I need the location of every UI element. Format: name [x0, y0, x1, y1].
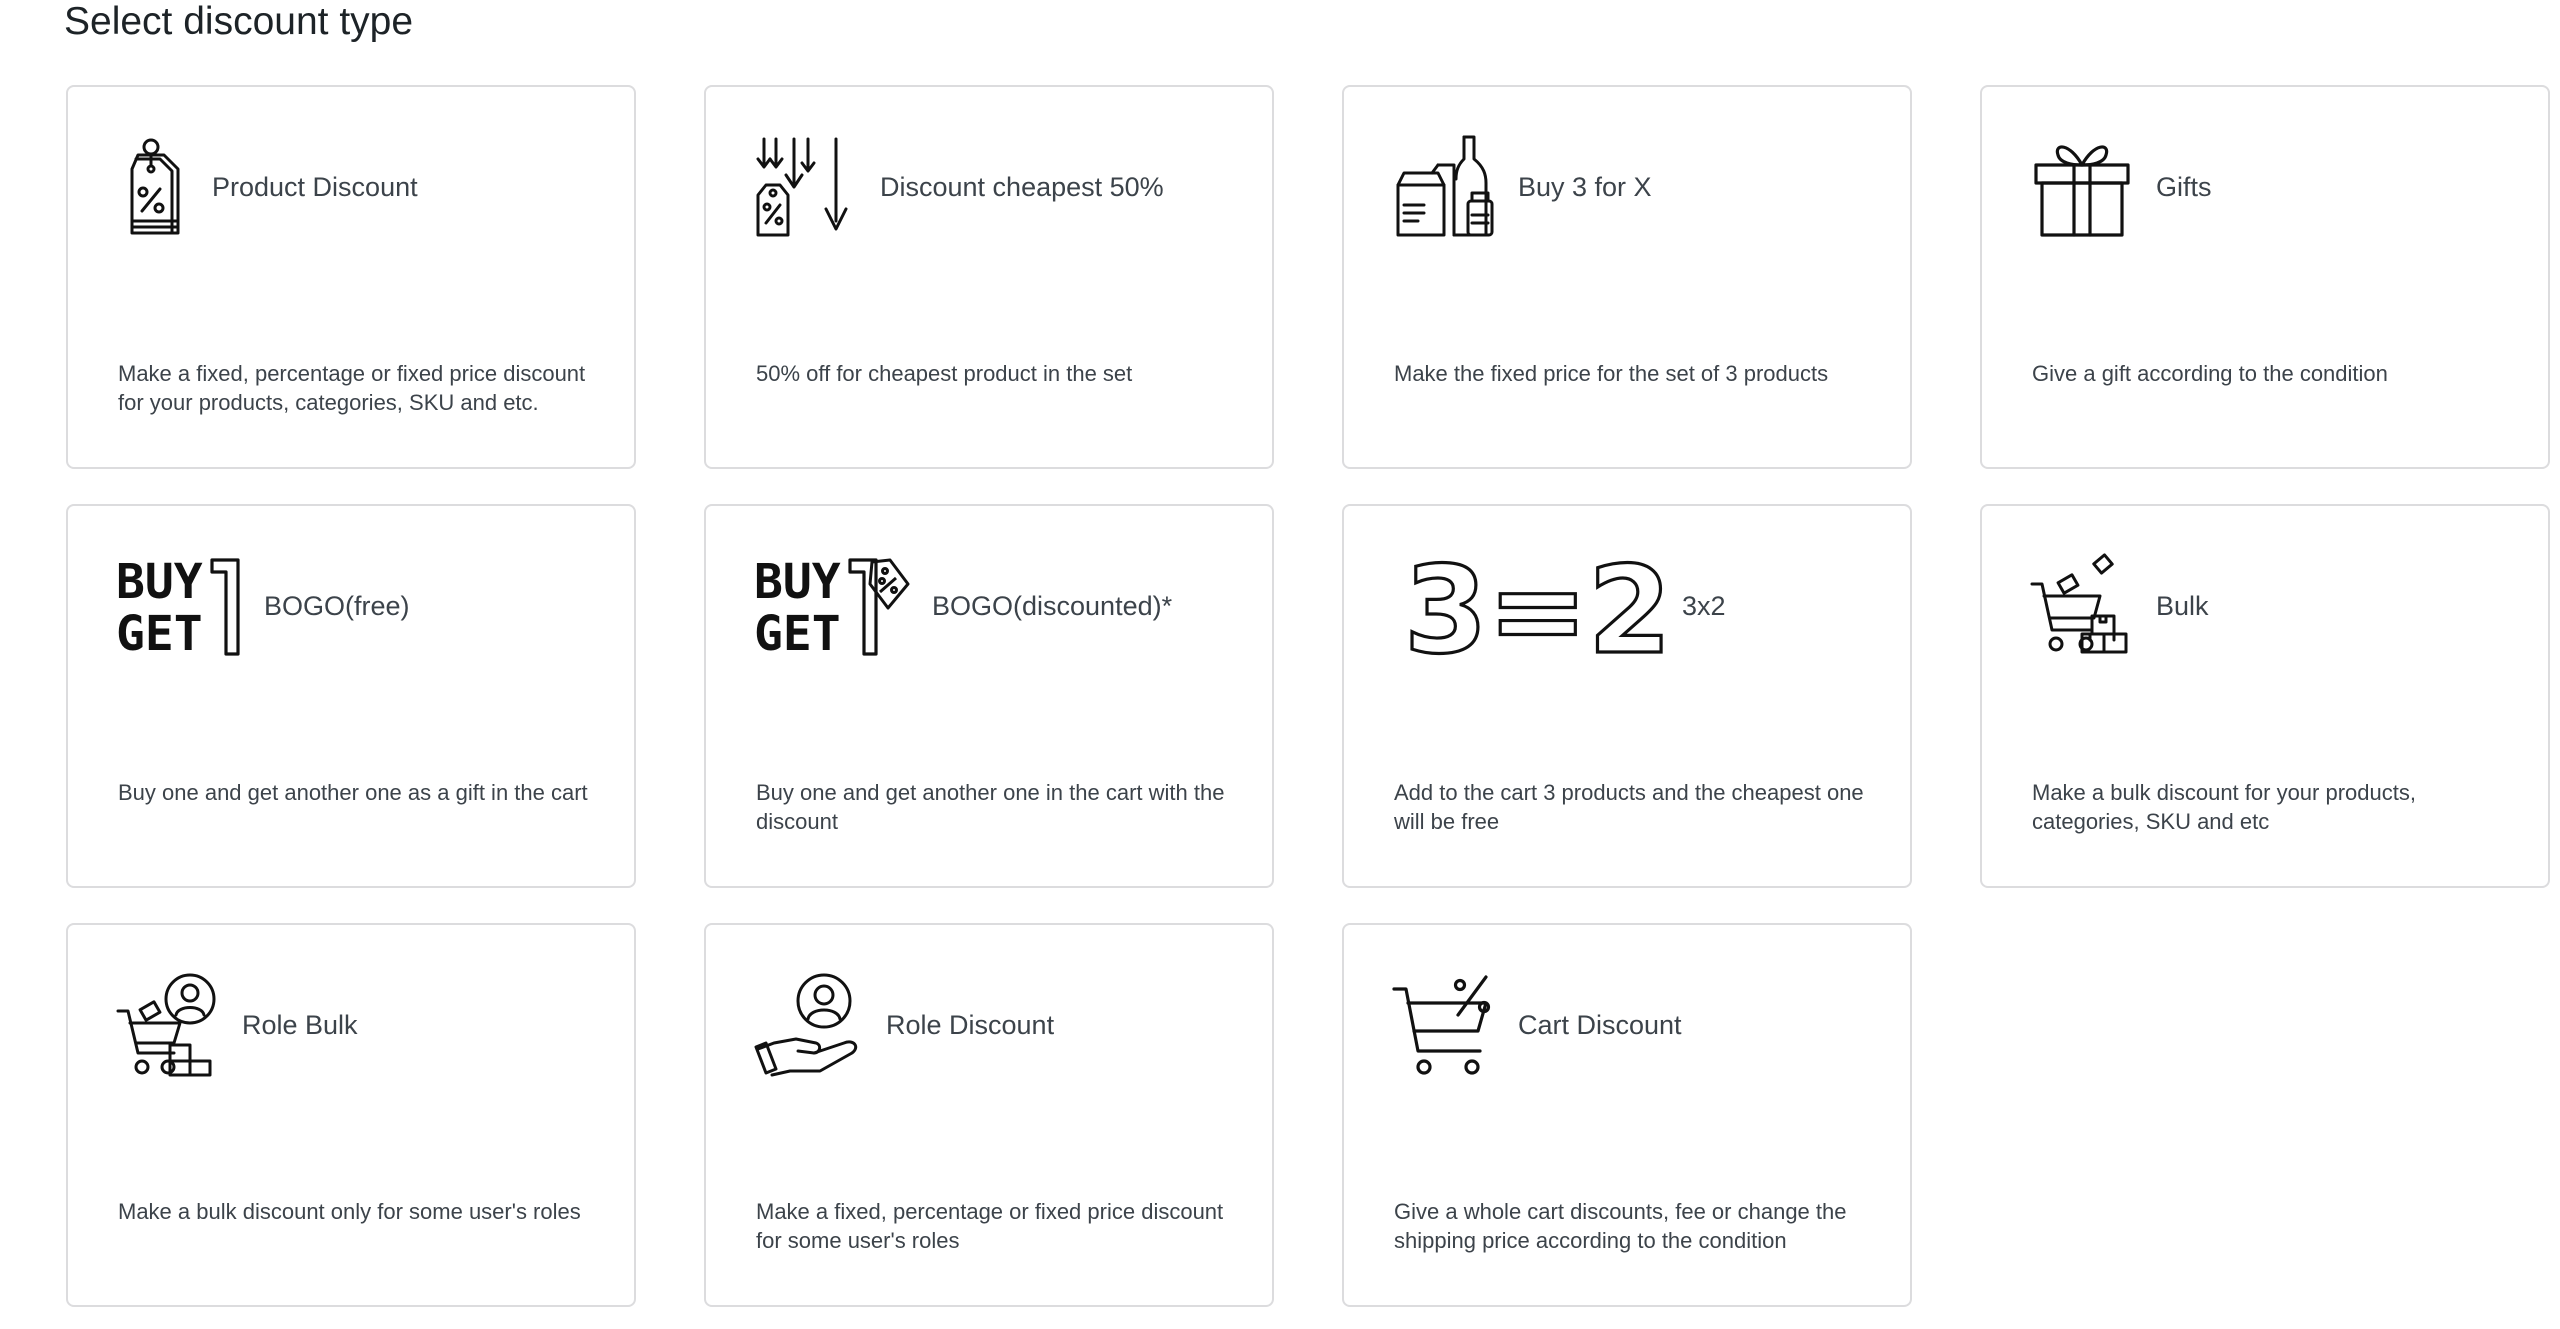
card-title: Discount cheapest 50% — [880, 171, 1164, 202]
card-3x2[interactable] — [1342, 504, 1912, 888]
card-header — [116, 973, 604, 1077]
page-title: Select discount type — [64, 0, 414, 43]
card-description: 50% off for cheapest product in the set — [756, 361, 1133, 386]
card-description: Make a fixed, percentage or fixed price discount for your products, categories, SKU and etc. — [118, 361, 586, 415]
three-equals-two-icon — [1392, 542, 1672, 681]
icon-text-buy: BUY — [116, 554, 203, 610]
card-header — [116, 135, 604, 239]
card-gifts[interactable] — [1980, 85, 2550, 469]
card-title: BOGO(free) — [264, 590, 410, 621]
cart-percent-icon — [1392, 973, 1496, 1077]
icon-text-get: GET — [116, 606, 203, 662]
card-bogo-discounted[interactable] — [704, 504, 1274, 888]
discount-type-grid — [66, 85, 2550, 1307]
card-title: BOGO(discounted)* — [932, 590, 1173, 621]
card-description: Give a whole cart discounts, fee or change the shipping price according to the condition — [1394, 1199, 1847, 1253]
card-product-discount[interactable] — [66, 85, 636, 469]
buy-1-get-1-icon — [116, 554, 242, 662]
icon-text-3-equals-2: 3=2 — [1404, 542, 1672, 681]
card-header — [1392, 135, 1880, 239]
hand-user-icon — [754, 973, 864, 1077]
card-header — [2030, 135, 2518, 239]
card-title: 3x2 — [1682, 590, 1726, 621]
card-description: Buy one and get another one in the cart with the discount — [756, 780, 1225, 834]
card-title: Bulk — [2156, 590, 2209, 621]
card-role-bulk[interactable] — [66, 923, 636, 1307]
card-bulk[interactable] — [1980, 504, 2550, 888]
card-cart-discount[interactable] — [1342, 923, 1912, 1307]
gift-box-icon — [2030, 135, 2134, 239]
card-title: Gifts — [2156, 171, 2212, 202]
grocery-products-icon — [1392, 135, 1496, 239]
buy-1-get-1-discount-icon — [754, 554, 910, 662]
card-description: Give a gift according to the condition — [2032, 361, 2388, 386]
card-header — [754, 554, 1242, 662]
card-title: Product Discount — [212, 171, 418, 202]
card-header — [754, 135, 1242, 239]
bulk-cart-icon — [2030, 554, 2134, 658]
card-title: Cart Discount — [1518, 1009, 1682, 1040]
card-title: Role Bulk — [242, 1009, 358, 1040]
card-description: Add to the cart 3 products and the cheapest one will be free — [1394, 780, 1864, 834]
card-description: Buy one and get another one as a gift in the cart — [118, 780, 588, 805]
card-description: Make a bulk discount for your products, categories, SKU and etc — [2032, 780, 2416, 834]
card-description: Make a bulk discount only for some user's roles — [118, 1199, 581, 1224]
card-header — [1392, 542, 1880, 681]
percent-tag-icon — [116, 135, 190, 239]
card-bogo-free[interactable] — [66, 504, 636, 888]
card-description: Make a fixed, percentage or fixed price discount for some user's roles — [756, 1199, 1224, 1253]
card-header — [2030, 554, 2518, 658]
icon-text-buy: BUY — [754, 554, 841, 610]
user-bulk-cart-icon — [116, 973, 220, 1077]
card-header — [754, 973, 1242, 1077]
card-title: Buy 3 for X — [1518, 171, 1652, 202]
card-header — [1392, 973, 1880, 1077]
card-buy-3-for-x[interactable] — [1342, 85, 1912, 469]
icon-text-get: GET — [754, 606, 841, 662]
card-title: Role Discount — [886, 1009, 1055, 1040]
card-role-discount[interactable] — [704, 923, 1274, 1307]
down-arrows-tag-icon — [754, 135, 858, 239]
card-discount-cheapest[interactable] — [704, 85, 1274, 469]
card-header — [116, 554, 604, 662]
card-description: Make the fixed price for the set of 3 products — [1394, 361, 1829, 386]
